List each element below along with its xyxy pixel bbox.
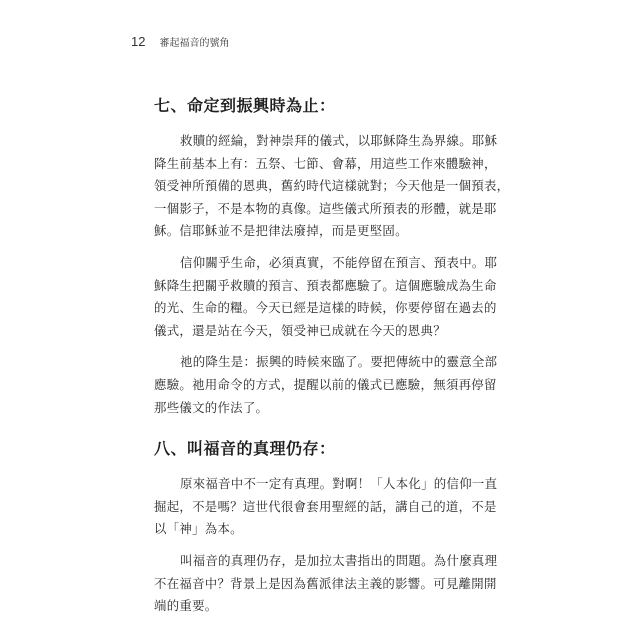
text-line: 不在福音中？背景上是因為舊派律法主義的影響。可見離開開 (154, 575, 497, 591)
paragraph (154, 130, 510, 243)
text-line: 應驗。祂用命令的方式，提醒以前的儀式已應驗，無須再停留 (154, 376, 497, 392)
paragraph (154, 550, 498, 618)
paragraph (154, 473, 498, 541)
text-line: 原來福音中不一定有真理。對啊！「人本化」的信仰一直 (180, 476, 498, 492)
paragraph (154, 252, 498, 342)
page-body (154, 94, 510, 627)
paragraph (154, 351, 498, 419)
page-number: 12 (131, 34, 146, 49)
page-header (131, 34, 229, 49)
text-line: 領受神所預備的恩典，舊約時代這樣就對；今天他是一個預表， (154, 178, 510, 194)
text-line: 救贖的經綸，對神崇拜的儀式，以耶穌降生為界線。耶穌 (180, 133, 498, 148)
running-head: 審起福音的號角 (159, 38, 230, 49)
section-heading: 八、叫福音的真理仍存： (154, 439, 336, 459)
text-line: 的光、生命的糧。今天已經是這樣的時候，你要停留在過去的 (154, 300, 497, 316)
text-line: 一個影子，不是本物的真像。這些儀式所預表的形體，就是耶 (154, 200, 497, 216)
text-line: 降生前基本上有：五祭、七節、會幕，用這些工作來體驗神， (154, 155, 497, 171)
text-line: 叫福音的真理仍存，是加拉太書指出的問題。為什麼真理 (180, 552, 498, 568)
text-line: 以「神」為本。 (154, 521, 243, 537)
text-line: 穌。信耶穌並不是把律法廢掉，而是更堅固。 (154, 223, 408, 239)
text-line: 祂的降生是：振興的時候來臨了。要把傳統中的靈意全部 (180, 354, 498, 370)
section-heading: 七、命定到振興時為止： (154, 96, 336, 115)
text-line: 儀式，還是站在今天，領受神已成就在今天的恩典？ (154, 322, 446, 338)
text-line: 掘起，不是嗎？這世代很會套用聖經的話，講自己的道，不是 (154, 498, 497, 514)
text-line: 那些儀文的作法了。 (154, 399, 269, 415)
text-line: 穌降生把關乎救贖的預言、預表都應驗了。這個應驗成為生命 (154, 277, 497, 293)
text-line: 端的重要。 (154, 598, 218, 614)
text-line: 信仰關乎生命，必須真實，不能停留在預言、預表中。耶 (180, 254, 498, 270)
